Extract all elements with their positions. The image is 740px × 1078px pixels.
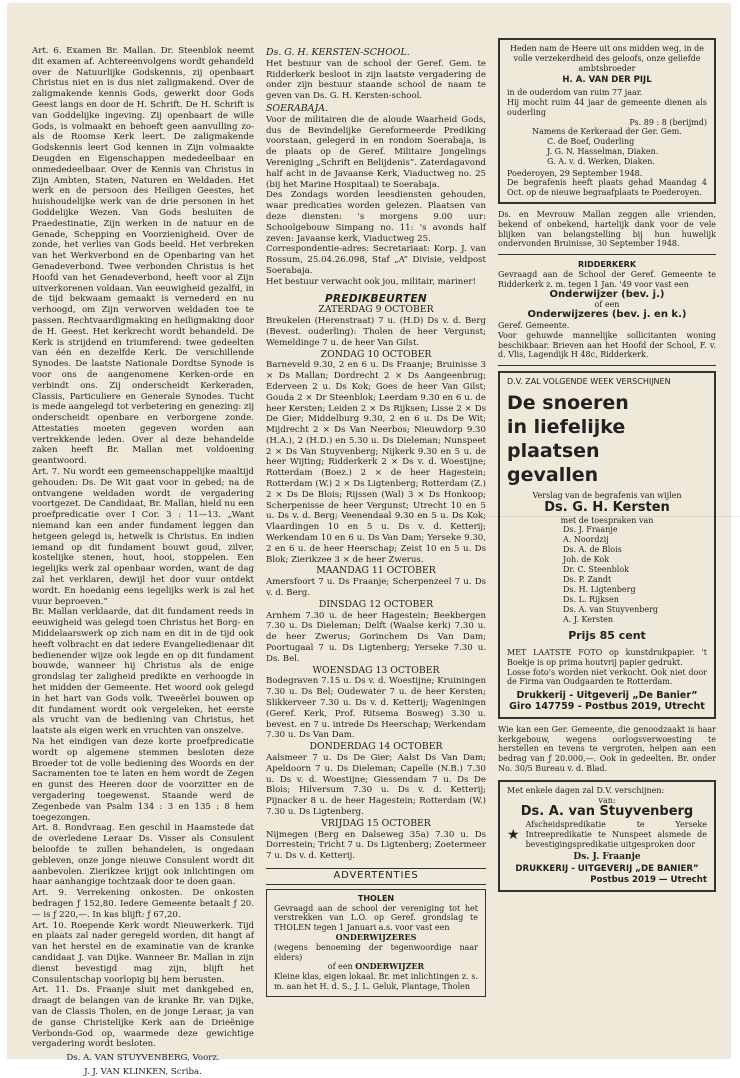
article-7-conclusion: Na het eindigen van deze korte proefpredicatie wordt op algemene stemmen besloten deze Broeder tot de volle bediening des Woords en der Sacramenten toe te laten en hem wordt de Zegen en gunst des Heeren door de voorzitter en de vergadering toegewenst. Staande werd de Zegenbede van Psalm 134 : 3 en 135 : 8 hem toegezongen. [32,737,254,823]
article-11: Art. 11. Ds. Fraanje sluit met dankgebed en, draagt de belangen van de kranke Br. van Dijke, van de Classis Tholen, en de jonge Leraar, ja van de ganse Christelijke Kerk aan de Drieënige Verbonds-God op, waarmede deze gewichtige vergadering wordt besloten. [32,985,254,1050]
snoeren-price: Prijs 85 cent [568,629,646,643]
column-middle [266,46,486,1003]
day-heading: ZATERDAG 9 OCTOBER [318,304,434,316]
thanks-notice: Ds. en Mevrouw Mallan zeggen alle vrienden, bekend of onbekend, hartelijk dank voor de vele blijken van belangstelling bij hun huwelijk ondervonden Bruinisse, 30 September 1948. [498,209,716,249]
soerabaja-p4: Het bestuur verwacht ook jou, militair, mariner! [266,276,476,287]
list-item: Joh. de Kok [563,555,610,565]
stuyvenberg-text: Afscheidspredikatie te Yerseke Intreepredikatie te Nunspeet alsmede de bevestigingspredikatie uitgesproken door [525,820,707,849]
day-text: Amersfoort 7 u. Ds Fraanje; Scherpenzeel 7 u. Ds v. d. Berg. [266,577,486,599]
day-text: Bodegraven 7.15 u. Ds v. d. Woestijne; Kruiningen 7.30 u. Ds Bel; Oudewater 7 u. de heer Kersten; Slikkerveer 7.30 u. Ds v. d. Ketterij; Wageningen (Geref. Kerk, Prof. Ritsema Bosweg) 3.30 u. bevest. en 7 u. intrede Ds Heerschap; Werkendam 7.30 u. Ds Van Dam. [266,676,486,741]
stuyvenberg-kicker: Met enkele dagen zal D.V. verschijnen: [507,785,665,795]
death-name: H. A. VAN DER PIJL [562,75,652,86]
tholen-job1: ONDERWIJZERES [335,931,417,942]
school-text: Het bestuur van de school der Geref. Gem. te Ridderkerk besloot in zijn laatste vergadering de onder zijn bestuur staande school de naam te geven van Ds. G. H. Kersten-school. [266,58,486,102]
list-item: Ds. L. Rijksen [563,595,619,605]
list-item: Ds. A. de Blois [563,545,622,555]
soerabaja-p3: Correspondentie-adres: Secretariaat: Korp. J. van Rossum, 25.04.26.098, Staf „A” Divisie, veldpost Soerabaja. [266,244,486,276]
snoeren-photo2: Losse foto's worden niet verkocht. Ook niet door de Firma van Oudgaarden te Rotterdam. [507,667,707,687]
tholen-job2: ONDERWIJZER [355,961,425,972]
ridderkerk-sub: Geref. Gemeente. [498,320,570,330]
speakers-list [507,525,707,625]
column-left [32,46,254,1078]
list-item: Ds. H. Ligtenberg [563,585,636,595]
tholen-job1-note: (wegens benoeming der tegenwoordige naar elders) [274,942,478,962]
day-heading: DONDERDAG 14 OCTOBER [309,741,443,753]
ridderkerk-text2: Voor gehuwde mannelijke sollicitanten woning beschikbaar. Brieven aan het Hoofd der School, F. v. d. Vlis, Lagendijk H 48c, Ridderkerk. [498,330,716,360]
tholen-title: THOLEN [357,893,395,903]
death-name-3: G. A. v. d. Werken, Diaken. [547,156,655,166]
snoeren-publisher: Drukkerij - Uitgeverij „De Banier” [516,690,698,702]
death-name-1: C. de Boef, Ouderling [547,137,635,147]
list-item: Ds. A. van Stuyvenberg [563,605,659,615]
article-6: Art. 6. Examen Br. Mallan. Dr. Steenblok neemt dit examen af. Achtereenvolgens wordt gehandeld over de Natuurlijke Godskennis, zij openbaart Christus niet en is dus niet zaligmakend. Over de zaligmakende kennis Gods, gewerkt door Gods Geest langs en door de H. Schrift. De H. Schrift is van Goddelijke ingeving. Zij openbaart de wille Gods, is volmaakt en behoeft geen aanvulling zo-als de Roomse Kerk leert. De zaligmakende Godskennis leert God kennen in Zijn volmaakte Deugden en Eigenschappen mededeelbaar en onmededeelbaar. Over de Kennis van Christus in Zijn Ambten, Staten, Naturen en Weldaden. Het werk en de persoon des Heiligen Geestes, het huishoudelijke werk van de drie personen in het Goddelijke Wezen. Van Gods besluiten de Praedestinatie, Zijn werken in de natuur en de Genade, Schepping en Voorzienigheid. Over de zonde, het verlies van Gods beeld. Het verbreken van het Werkverbond en de Openbaring van het Genadeverbond. Twee verbonden Christus is het Hoofd van het Genadeverbond, heeft voor al Zijn uitverkorenen voldaan. Van eeuwigheid gezalfd, in de tijd bekwaam gemaakt is vernederd en nu verhoogd, om Zijn verworven weldaden toe te passen. Rechtvaardigmaking en heiligmaking door de H. Geest. Het kerkrecht wordt behandeld. De Kerk is strijdend en triumferend: twee gedeelten van één en dezelfde Kerk. De verschillende Synodes. De laatste Nationale Dordtse Synode is voor ons de aangenomene Kerken-orde en verbindt ons. Zij onderscheidt Kerkeraden, Classis, Particuliere en Generale Synodes. Tucht is mede aangelegd tot verbetering en genezing: zij onderscheidt openbare en verborgene zonde. Attestaties moeten gegeven worden aan vertrekkende leden. Over al deze behandelde zaken heeft Br. Mallan met voldoening geantwoord. [32,46,254,467]
stuyvenberg-ad [498,780,716,892]
soerabaja-p2: Des Zondags worden leesdiensten gehouden, waar predicaties worden gelezen. Plaatsen van deze diensten: 's morgens 9.00 uur: Schoolgebouw Simpang no. 11: 's avonds half zeven: Javaanse kerk, Viaductweg 25. [266,190,486,244]
predikbeurten-title: PREDIKBEURTEN [324,292,428,305]
list-item: A. Noordzij [563,535,609,545]
signature-scriba: J. J. VAN KLINKEN, Scriba. [84,1066,202,1077]
death-place-date: Poederoyen, 29 September 1948. [507,168,643,178]
stuyvenberg-publisher: DRUKKERIJ - UITGEVERIJ „DE BANIER” [515,864,699,875]
article-7-sermon: Br. Mallan verklaarde, dat dit fundament reeds in eeuwigheid was gelegd toen Christus het Borg- en Middelaarswerk op zich nam en dit in de tijd ook heeft volbracht en dat iedere Evangeliedienaar dit bedienender wijze ook legde en op dit fundament bouwde, wanneer hij Christus als de enige grondslag ter zaligheid predikte en verhoogde in het midden der Gemeente. Het woord ook gelegd in het hart van Gods volk. Tweeërlei bouwen op dit fundament wordt ook vergeleken, het eerste als vrucht van de bediening van Christus, het laatste als eigen werk en vruchten van onszelve. [32,607,254,737]
soerabaja-p1: Voor de militairen die de aloude Waarheid Gods, dus de Bevindelijke Gereformeerde Prediking voorstaan, gelegerd in en rondom Soerabaja, is de plaats op de Geref. Militaire Jongelings Vereniging „Schrift en Belijdenis”. Zaterdagavond half acht in de Javaanse Kerk, Viaductweg no. 25 (bij het Marine Hospitaal) te Soerabaja. [266,114,486,190]
star-icon: ★ [507,826,520,843]
day-heading: VRIJDAG 15 OCTOBER [321,817,431,829]
death-funeral: De begrafenis heeft plaats gehad Maandag 4 Oct. op de nieuwe begraafplaats te Poederoyen. [507,178,707,198]
death-council: Namens de Kerkeraad der Ger. Gem. [532,127,682,137]
signature-chair: Ds. A. VAN STUYVENBERG, Voorz. [66,1053,220,1064]
list-item: A. J. Kersten [563,615,614,625]
stuyvenberg-postbus: Postbus 2019 — Utrecht [590,875,707,886]
day-text: Barneveld 9.30, 2 en 6 u. Ds Fraanje; Bruinisse 3 × Ds Mallan; Dordrecht 2 × Ds Aangeenbrug; Ederveen 2 u. Ds Kok; Goes de heer Van Gilst; Gouda 2 × Dr Steenblok; Leerdam 9.30 en 6 u. de heer Kersten; Leiden 2 × Ds Rijksen; Lisse 2 × Ds De Gier; Middelburg 9.30, 2 en 6 u. Ds De Wit; Mijdrecht 2 × Ds Van Neerbos; Nieuwdorp 9.30 (H.A.), 2 (H.D.) en 5.30 u. Ds Dieleman; Nunspeet 2 × Ds Van Stuyvenberg; Nijkerk 9.30 en 5 u. de heer Wijting; Ridderkerk 2 × Ds v. d. Woestijne; Rotterdam (Boez.) 2 × de heer Hagestein; Rotterdam (W.) 2 × Ds Ligtenberg; Rotterdam (Z.) 2 × Ds De Blois; Rijssen (Wal) 3 × Ds Honkoop; Scherpenisse de heer Vergunst; Utrecht 10 en 5 u. Ds v. d. Berg; Veenendaal 9.30 en 5 u. Ds Kok; Vlaardingen 10 en 5 u. Ds v. d. Ketterij; Werkendam 10 en 6 u. Ds Van Dam; Yerseke 9.30, 2 en 6 u. de heer Heerschap; Zeist 10 en 5 u. Ds Blok; Zierikzee 3 × de heer Zwerus. [266,360,486,565]
day-text: Nijmegen (Berg en Dalseweg 35a) 7.30 u. Ds Dorrestein; Tricht 7 u. Ds Ligtenberg; Zoetermeer 7 u. Ds v. d. Ketterij. [266,829,486,862]
ridderkerk-ad [498,260,716,360]
list-item: Ds. J. Fraanje [563,525,618,535]
death-notice [498,38,716,204]
article-7: Art. 7. Nu wordt een gemeenschappelijke maaltijd gehouden: Ds. De Wit gaat voor in gebed; na de ontvangene weldaden wordt de vergadering voortgezet. De Candidaat, Br. Mallan, hield nu een proefpredicatie over I Cor. 3 : 11—13. „Want niemand kan een ander fundament leggen dan hetgeen gelegd is, hetwelk is Christus. En indien iemand op dit fundament bouwt goud, zilver, kostelijke stenen, hout, hooi, stoppelen. Een iegelijks werk zal openbaar worden, want de dag zal het verklaren, dewijl het door vuur ontdekt wordt. En hoedanig eens iegelijks werk is zal het vuur beproeven.” [32,467,254,607]
article-8: Art. 8. Rondvraag. Een geschil in Haamstede dat de overledene Leraar Ds. Visser als Consulent beloofde te zullen behandelen, is ongedaan gebleven, onze jonge nieuwe Consulent wordt dit aanbevolen. Zierikzee krijgt ook inlichtingen om haar aanhangige tochtzaak door te doen gaan. [32,823,254,888]
list-item: Dr. C. Steenblok [563,565,630,575]
death-age: in de ouderdom van ruim 77 jaar. [507,88,643,98]
list-item: Ds. P. Zandt [563,575,612,585]
ridderkerk-job2: Onderwijzeres (bev. j. en k.) [527,309,687,321]
day-heading: WOENSDAG 13 OCTOBER [312,664,440,676]
stuyvenberg-by: Ds. J. Fraanje [573,851,641,862]
death-text: Ps. 89 : 8 (berijmd) [629,117,707,127]
day-heading: ZONDAG 10 OCTOBER [320,348,432,360]
snoeren-kicker: D.V. ZAL VOLGENDE WEEK VERSCHIJNEN [507,377,671,387]
ridderkerk-job1: Onderwijzer (bev. j.) [549,288,665,300]
day-heading: DINSDAG 12 OCTOBER [318,598,434,610]
day-text: Breukelen (Herenstraat) 7 u. (H.D) Ds v. d. Berg (Bevest. ouderling): Tholen de heer Vergunst; Wemeldinge 7 u. de heer Van Gilst. [266,316,486,348]
tholen-text2: Kleine klas, eigen lokaal. Br. met inlichtingen z. s. m. aan het H. d. S., J. L. Geluk, Plantage, Tholen [274,972,478,991]
divider [498,365,716,366]
soerabaja-heading: SOERABAJA. [266,102,328,114]
snoeren-report: Verslag van de begrafenis van wijlen [532,490,682,500]
ridderkerk-or: of een [594,300,620,310]
snoeren-title-3: gevallen [507,463,599,486]
death-service: Hij mocht ruim 44 jaar de gemeente dienen als ouderling [507,97,707,117]
snoeren-title-2: in liefelijke plaatsen [507,415,626,462]
snoeren-with: met de toespraken van [560,515,654,525]
kerkgebouw-notice: Wie kan een Ger. Gemeente, die genoodzaakt is haar kerkgebouw, wegens oorlogsverwoesting te herstellen en tevens te vergroten, helpen aan een bedrag van ƒ 20.000,—. Ook in gedeelten. Br. onder No. 30/5 Bureau v. d. Blad. [498,724,716,774]
snoeren-title-1: De snoeren [507,391,629,414]
snoeren-giro: Giro 147759 - Postbus 2019, Utrecht [509,701,705,713]
death-intro: Heden nam de Heere uit ons midden weg, in de volle verzekerdheid des geloofs, onze geliefde ambtsbroeder [509,44,705,73]
ridderkerk-title: RIDDERKERK [577,260,637,270]
tholen-text: Gevraagd aan de school der vereniging tot het verstrekken van L.O. op Geref. grondslag te THOLEN tegen 1 Januari a.s. voor vast een [274,903,478,933]
column-right [498,38,716,898]
snoeren-name: Ds. G. H. Kersten [544,499,670,515]
article-9: Art. 9. Verrekening onkosten. De onkosten bedragen ƒ 152,80. Iedere Gemeente betaalt ƒ 20.— is ƒ 220,—. In kas blijft: ƒ 67,20. [32,888,254,920]
snoeren-ad [498,371,716,719]
article-10: Art. 10. Roepende Kerk wordt Nieuwerkerk. Tijd en plaats zal nader geregeld worden, dit hangt af van het herstel en de examinatie van de kranke candidaat J. van Dijke. Wanneer Br. Mallan in zijn dienst bevestigd mag zijn, blijft het Consulentschap voorlopig bij hem berusten. [32,920,254,985]
tholen-ad [266,889,486,997]
stuyvenberg-name: Ds. A. van Stuyvenberg [520,804,694,820]
day-heading: MAANDAG 11 OCTOBER [316,565,436,577]
stuyvenberg-van: van: [598,795,616,805]
ridderkerk-text: Gevraagd aan de School der Geref. Gemeente te Ridderkerk z. m. tegen 1 Jan. '49 voor vast een [498,269,716,289]
day-text: Aalsmeer 7 u. Ds De Gier; Aalst Ds Van Dam; Apeldoorn 7 u. Ds Dieleman; Capelle (N.B.) 7.30 u. Ds v. d. Woestijne; Giessendam 7 u. Ds De Blois; Hilversum 7.30 u. Ds v. d. Ketterij; Pijnacker 8 u. de heer Hagestein; Rotterdam (W.) 7.30 u. Ds Ligtenberg. [266,753,486,817]
newspaper-page [8,4,730,1077]
tholen-and: of een [327,962,353,972]
divider [498,254,716,255]
snoeren-photo: MET LAATSTE FOTO op kunstdrukpapier. 't Boekje is op prima houtvrij papier gedrukt. [507,648,707,667]
day-text: Arnhem 7.30 u. de heer Hagestein; Beekbergen 7.30 u. Ds Dieleman; Delft (Waalse kerk) 7.30 u. de heer Zwerus; Gorinchem Ds Van Dam; Poortugaal 7 u. Ds Ligtenberg; Yerseke 7.30 u. Ds. Bel. [266,610,486,664]
death-name-2: J. G. N. Hasselman, Diaken. [547,146,659,156]
advertenties-title: ADVERTENTIES [266,868,486,885]
school-heading: Ds. G. H. KERSTEN-SCHOOL. [266,47,410,58]
